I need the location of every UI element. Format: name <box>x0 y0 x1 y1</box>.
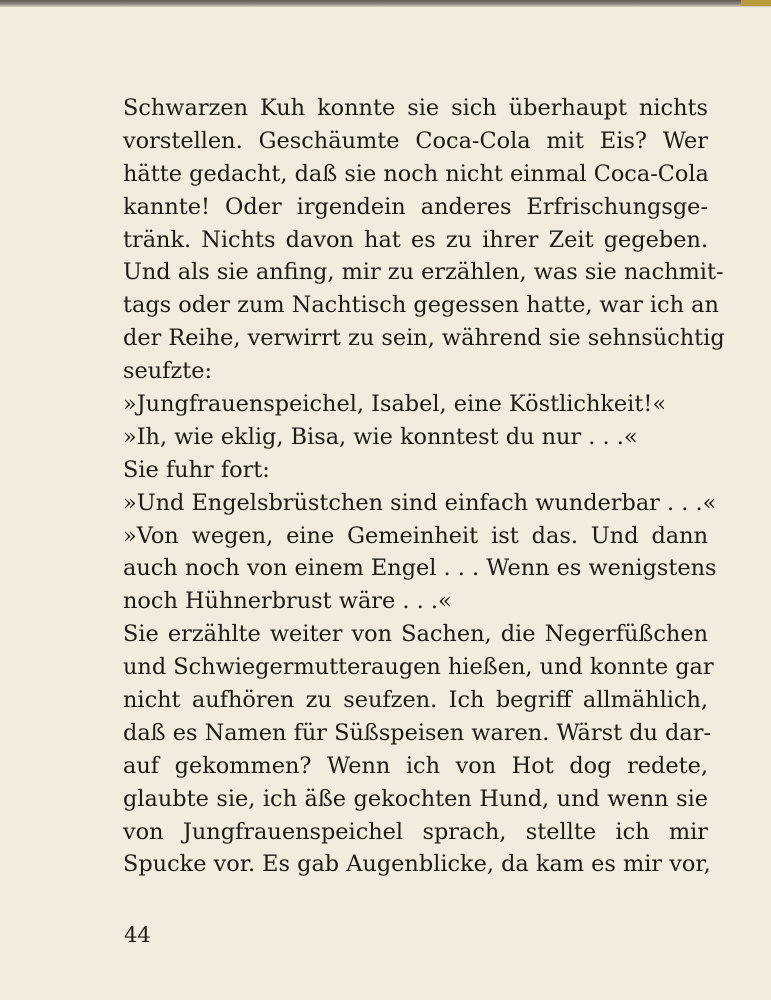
book-top-edge <box>0 0 771 7</box>
text-line: der Reihe, verwirrt zu sein, während sie sehnsüchtig <box>123 325 725 352</box>
text-line: daß es Namen für Süßspeisen waren. Wärst du dar- <box>123 719 712 746</box>
text-line: noch Hühnerbrust wäre . . .« <box>123 588 452 615</box>
text-line: »Und Engelsbrüstchen sind einfach wunderbar . . .« <box>123 489 717 516</box>
text-line: von Jungfrauenspeichel sprach, stellte ich mir <box>123 818 708 845</box>
text-line: tags oder zum Nachtisch gegessen hatte, war ich an <box>123 292 719 319</box>
text-line: hätte gedacht, daß sie noch nicht einmal Coca-Cola <box>123 160 709 187</box>
text-line: Schwarzen Kuh konnte sie sich überhaupt nichts <box>123 95 708 121</box>
text-line: Sie erzählte weiter von Sachen, die Negerfüßchen <box>123 621 708 648</box>
text-line: Und als sie anfing, mir zu erzählen, was sie nachmit- <box>123 259 724 286</box>
text-line: glaubte sie, ich äße gekochten Hund, und wenn sie <box>123 785 708 812</box>
text-line: »Jungfrauenspeichel, Isabel, eine Köstlichkeit!« <box>123 391 667 418</box>
text-line: Sie fuhr fort: <box>123 456 270 483</box>
text-line: »Ih, wie eklig, Bisa, wie konntest du nur . . .« <box>123 423 638 450</box>
text-line: auch noch von einem Engel . . . Wenn es wenigstens <box>123 555 717 582</box>
text-line: Spucke vor. Es gab Augenblicke, da kam es mir vor, <box>123 851 711 878</box>
text-line: tränk. Nichts davon hat es zu ihrer Zeit gegeben. <box>123 226 708 253</box>
text-line: und Schwiegermutteraugen hießen, und konnte gar <box>123 654 714 681</box>
page-number: 44 <box>124 923 151 947</box>
text-line: nicht aufhören zu seufzen. Ich begriff allmählich, <box>123 687 708 714</box>
book-edge-accent <box>741 0 771 6</box>
text-line: seufzte: <box>123 358 213 385</box>
text-line: kannte! Oder irgendein anderes Erfrischungsge- <box>123 193 708 220</box>
book-text-block <box>123 92 725 881</box>
text-line: »Von wegen, eine Gemeinheit ist das. Und dann <box>123 522 708 549</box>
text-line: vorstellen. Geschäumte Coca-Cola mit Eis? Wer <box>123 127 708 154</box>
text-line: auf gekommen? Wenn ich von Hot dog redete, <box>123 752 708 779</box>
